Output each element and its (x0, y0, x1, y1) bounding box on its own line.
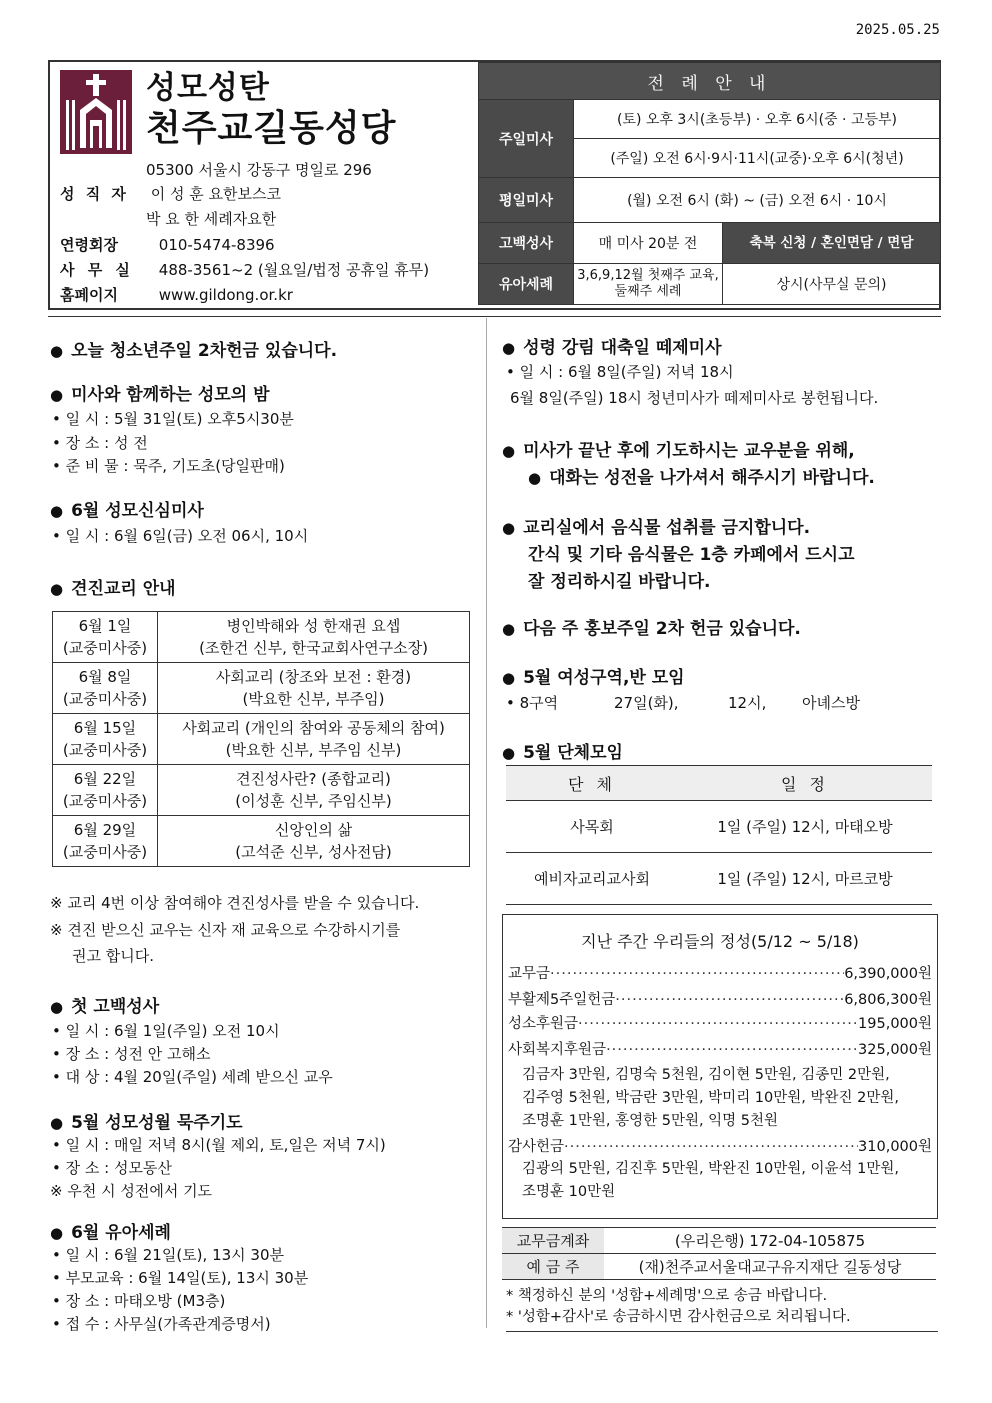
notice-taize-mass: ● 성령 강림 대축일 떼제미사 (502, 333, 722, 358)
infant-baptism-contact: 상시(사무실 문의) (723, 264, 941, 305)
account-holder: (재)천주교서울대교구유지재단 길동성당 (604, 1254, 936, 1280)
notice-marian-mass: ● 6월 성모신심미사 (50, 496, 204, 521)
group-name: 사목회 (506, 801, 678, 853)
may-night-items: • 준 비 물 : 묵주, 기도초(당일판매) (52, 457, 285, 475)
holder-label: 예 금 주 (502, 1254, 604, 1280)
edu-topic-cell (158, 816, 470, 867)
offering-label: 교무금 (508, 966, 551, 982)
priest-label: 성 직 자 (60, 185, 129, 203)
group-name: 예비자교리교사회 (506, 853, 678, 905)
notice-no-food-3: 잘 정리하시길 바랍니다. (528, 572, 711, 592)
notice-silence-2 (528, 463, 875, 488)
table-row (53, 816, 470, 867)
notice-no-food-2: 간식 및 기타 음식물은 1층 카페에서 드시고 (528, 545, 855, 565)
notice-first-confession: ● 첫 고백성사 (50, 992, 159, 1017)
table-row (53, 612, 470, 663)
womens-meeting-time: 12시, (728, 694, 767, 712)
group-meeting-table (506, 765, 932, 905)
notice-silence: ● 미사가 끝난 후에 기도하시는 교우분을 위해, (502, 436, 855, 461)
thanks-label: 감사헌금 (508, 1139, 565, 1155)
edu-topic-cell (158, 765, 470, 816)
account-note-2: * '성함+감사'로 송금하시면 감사헌금으로 처리됩니다. (506, 1309, 851, 1325)
liturgy-schedule-table (478, 62, 941, 305)
rosary-rain-note: ※ 우천 시 성전에서 기도 (50, 1182, 213, 1200)
edu-date-sub: (교중미사중) (62, 690, 148, 708)
thanks-donors-1: 김광의 5만원, 김진후 5만원, 박완진 10만원, 이윤석 1만원, (522, 1161, 899, 1177)
edu-topic: 견진성사란? (종합교리) (236, 770, 391, 788)
church-address: 05300 서울시 강동구 명일로 296 (146, 161, 372, 179)
confession-time: 매 미사 20분 전 (574, 223, 723, 264)
blessing-request: 축복 신청 / 혼인면담 / 면담 (723, 223, 941, 264)
priest-row (60, 183, 281, 204)
confirmation-note-1: ※ 교리 4번 이상 참여해야 견진성사를 받을 수 있습니다. (50, 894, 420, 912)
infant-baptism-schedule: 3,6,9,12월 첫째주 교육, 둘째주 세례 (574, 264, 723, 305)
edu-date-sub: (교중미사중) (62, 741, 148, 759)
thanks-donors (522, 1158, 899, 1204)
notice-group-meetings: ● 5월 단체모임 (502, 738, 623, 763)
infant-parent-edu: • 부모교육 : 6월 14일(토), 13시 30분 (52, 1269, 309, 1287)
edu-topic: 신앙인의 삶 (274, 821, 353, 839)
confirmation-table (52, 611, 470, 867)
notice-may-night: ● 미사와 함께하는 성모의 밤 (50, 380, 270, 405)
notice-womens-meeting: ● 5월 여성구역,반 모임 (502, 663, 685, 688)
infant-baptism-place: • 장 소 : 마태오방 (M3층) (52, 1292, 226, 1310)
table-row (53, 663, 470, 714)
homepage-row (60, 284, 293, 305)
table-row (53, 714, 470, 765)
may-night-place: • 장 소 : 성 전 (52, 434, 148, 452)
edu-date-sub: (교중미사중) (62, 639, 148, 657)
thanks-amount: 310,000원 (858, 1139, 932, 1155)
first-confession-place: • 장 소 : 성전 안 고해소 (52, 1045, 211, 1063)
notice-youth-collection: ● 오늘 청소년주일 2차헌금 있습니다. (50, 336, 337, 361)
offering-row (508, 1012, 932, 1033)
offering-amount: 195,000원 (858, 1016, 932, 1032)
office-phone: 488-3561~2 (월요일/법정 공휴일 휴무) (158, 261, 430, 279)
weekday-mass-label: 평일미사 (479, 178, 574, 223)
edu-date: 6월 29일 (73, 821, 137, 839)
taize-mass-desc: 6월 8일(주일) 18시 청년미사가 떼제미사로 봉헌됩니다. (510, 389, 879, 407)
group-schedule: 1일 (주일) 12시, 마태오방 (678, 801, 932, 853)
homepage-link[interactable]: www.gildong.or.kr (158, 286, 293, 304)
infant-baptism-time: • 일 시 : 6월 21일(토), 13시 30분 (52, 1246, 284, 1264)
notice-infant-baptism: ● 6월 유아세례 (50, 1218, 171, 1243)
dot-leader (606, 1038, 858, 1059)
account-label: 교무금계좌 (502, 1228, 604, 1254)
edu-date-sub: (교중미사중) (62, 792, 148, 810)
council-phone: 010-5474-8396 (158, 236, 275, 254)
confirmation-note-2: ※ 견진 받으신 교우는 신자 재 교육으로 수강하시기를 (50, 921, 401, 939)
account-notes (506, 1286, 938, 1332)
edu-lecturer: (박요한 신부, 부주임 신부) (225, 741, 402, 759)
womens-meeting-area: • 8구역 (506, 694, 559, 712)
offering-row (508, 962, 932, 983)
edu-topic-cell (158, 663, 470, 714)
notice-confirmation: ● 견진교리 안내 (50, 574, 176, 599)
welfare-donors-3: 조명훈 1만원, 홍영한 5만원, 익명 5천원 (522, 1113, 779, 1129)
rosary-time: • 일 시 : 매일 저녁 8시(월 제외, 토,일은 저녁 7시) (52, 1136, 386, 1154)
edu-topic: 사회교리 (창조와 보전 : 환경) (215, 668, 412, 686)
edu-topic: 병인박해와 성 한재권 요셉 (226, 617, 401, 635)
edu-topic-cell (158, 714, 470, 765)
homepage-label: 홈페이지 (60, 286, 118, 304)
council-row (60, 234, 275, 255)
account-table (502, 1227, 936, 1280)
edu-lecturer: (조한건 신부, 한국교회사연구소장) (199, 639, 428, 657)
offering-title: 지난 주간 우리들의 정성(5/12 ~ 5/18) (581, 932, 859, 951)
column-divider (486, 318, 487, 1328)
church-logo-icon (60, 70, 132, 154)
edu-date: 6월 8일 (78, 668, 132, 686)
edu-lecturer: (박요한 신부, 부주임) (242, 690, 385, 708)
council-label: 연령회장 (60, 236, 118, 254)
group-header-schedule: 일 정 (678, 766, 932, 801)
womens-meeting-place: 아녜스방 (802, 694, 860, 712)
offering-amount: 6,390,000원 (844, 966, 932, 982)
priest-2: 박 요 한 세례자요한 (146, 210, 277, 228)
dot-leader (564, 1135, 858, 1156)
infant-baptism-apply: • 접 수 : 사무실(가족관계증명서) (52, 1315, 271, 1333)
edu-date-cell (53, 714, 158, 765)
thanks-offering-row (508, 1135, 932, 1156)
offering-label: 성소후원금 (508, 1016, 579, 1032)
welfare-donors (522, 1064, 899, 1133)
schedule-title: 전 례 안 내 (479, 63, 941, 100)
notice-no-food: ● 교리실에서 음식물 섭취를 금지합니다. (502, 513, 810, 538)
church-name: 천주교길동성당 (146, 108, 397, 149)
offering-label: 사회복지후원금 (508, 1042, 607, 1058)
taize-mass-time: • 일 시 : 6월 8일(주일) 저녁 18시 (506, 363, 734, 381)
offering-row (508, 988, 932, 1009)
edu-lecturer: (고석준 신부, 성사전담) (235, 843, 392, 861)
welfare-donors-2: 김주영 5천원, 박금란 3만원, 박미리 10만원, 박완진 2만원, (522, 1090, 899, 1106)
welfare-donors-1: 김금자 3만원, 김명숙 5천원, 김이현 5만원, 김종민 2만원, (522, 1067, 890, 1083)
edu-topic-cell (158, 612, 470, 663)
thanks-donors-2: 조명훈 10만원 (522, 1184, 616, 1200)
edu-date-cell (53, 765, 158, 816)
may-night-time: • 일 시 : 5월 31일(토) 오후5시30분 (52, 410, 294, 428)
sunday-mass-sat: (토) 오후 3시(초등부) · 오후 6시(중 · 고등부) (574, 100, 941, 139)
dot-leader (578, 1012, 858, 1033)
sunday-mass-label: 주일미사 (479, 100, 574, 178)
group-header-name: 단 체 (506, 766, 678, 801)
header-divider (48, 316, 941, 317)
edu-date-cell (53, 816, 158, 867)
offering-amount: 325,000원 (858, 1042, 932, 1058)
edu-date-cell (53, 612, 158, 663)
sunday-mass-sun: (주일) 오전 6시·9시·11시(교중)·오후 6시(청년) (574, 139, 941, 178)
table-row (53, 765, 470, 816)
office-row (60, 259, 429, 280)
edu-lecturer: (이성훈 신부, 주임신부) (235, 792, 392, 810)
edu-date-cell (53, 663, 158, 714)
confession-label: 고백성사 (479, 223, 574, 264)
first-confession-time: • 일 시 : 6월 1일(주일) 오전 10시 (52, 1022, 280, 1040)
offering-row (508, 1038, 932, 1059)
edu-topic: 사회교리 (개인의 참여와 공동체의 참여) (182, 719, 445, 737)
bulletin-date: 2025.05.25 (855, 22, 940, 38)
rosary-place: • 장 소 : 성모동산 (52, 1159, 172, 1177)
infant-baptism-label: 유아세례 (479, 264, 574, 305)
edu-date-sub: (교중미사중) (62, 843, 148, 861)
marian-mass-time: • 일 시 : 6월 6일(금) 오전 06시, 10시 (52, 527, 309, 545)
offering-amount: 6,806,300원 (844, 992, 932, 1008)
account-note-1: * 책정하신 분의 '성함+세례명'으로 송금 바랍니다. (506, 1288, 828, 1304)
notice-next-collection: ● 다음 주 홍보주일 2차 헌금 있습니다. (502, 614, 801, 639)
dot-leader (615, 988, 844, 1009)
womens-meeting-date: 27일(화), (614, 694, 679, 712)
weekday-mass: (월) 오전 6시 (화) ~ (금) 오전 6시 · 10시 (574, 178, 941, 223)
notice-rosary: ● 5월 성모성월 묵주기도 (50, 1108, 243, 1133)
confirmation-note-3: 권고 합니다. (72, 947, 154, 965)
church-subtitle: 성모성탄 (146, 70, 270, 106)
table-row (506, 801, 932, 853)
group-schedule: 1일 (주일) 12시, 마르코방 (678, 853, 932, 905)
edu-date: 6월 22일 (73, 770, 137, 788)
edu-date: 6월 1일 (78, 617, 132, 635)
account-number: (우리은행) 172-04-105875 (604, 1228, 936, 1254)
offering-label: 부활제5주일헌금 (508, 992, 616, 1008)
office-label: 사 무 실 (60, 261, 134, 279)
table-row (506, 853, 932, 905)
first-confession-target: • 대 상 : 4월 20일(주일) 세례 받으신 교우 (52, 1068, 333, 1086)
priest-1: 이 성 훈 요한보스코 (150, 185, 282, 203)
edu-date: 6월 15일 (73, 719, 137, 737)
notice-silence-2-text: 대화는 성전을 나가셔서 해주시기 바랍니다. (549, 468, 875, 488)
dot-leader (550, 962, 844, 983)
